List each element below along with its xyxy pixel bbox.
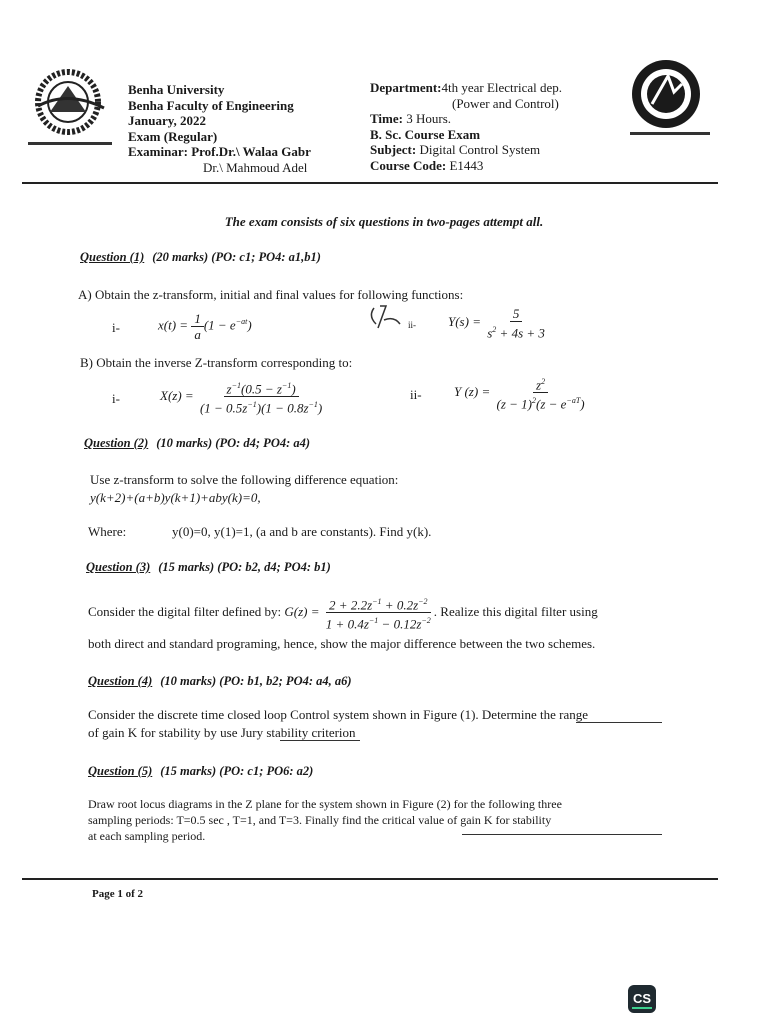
- exam-type: Exam (Regular): [128, 128, 218, 144]
- examiner-2: Dr.\ Mahmoud Adel: [203, 159, 308, 175]
- subject-value: Digital Control System: [419, 142, 541, 157]
- department-value: 4th year Electrical dep.: [441, 80, 563, 95]
- question-4-meta: (10 marks) (PO: b1, b2; PO4: a4, a6): [160, 674, 352, 688]
- department-label: Department:: [370, 80, 442, 95]
- question-5-text-3: at each sampling period.: [88, 829, 206, 843]
- question-3-text-after: . Realize this digital filter using: [433, 603, 598, 619]
- handwritten-mark: [366, 302, 406, 336]
- question-1-part-b: B) Obtain the inverse Z-transform corresponding to:: [80, 355, 353, 370]
- question-1-part-a: A) Obtain the z-transform, initial and final values for following functions:: [78, 287, 464, 302]
- course-code-value: E1443: [449, 157, 484, 173]
- question-1-eq-xz: X(z) = $\frac{z^{-1}(0.5 - z^{-1})}{(1 - 0.5z^{-1})(1 - 0.8z^{-1})}$: [160, 378, 325, 416]
- question-5-heading: [88, 764, 313, 779]
- question-5-title: Question (5): [88, 764, 153, 778]
- question-1-eq-yz: Y (z) = $\frac{z^2}{(z - 1)^2(z - e^{-aT})}$: [454, 374, 588, 412]
- handwritten-underline-range: [576, 722, 662, 723]
- university-logo: [624, 56, 714, 140]
- question-2-title: Question (2): [84, 436, 149, 450]
- department-value-2: (Power and Control): [452, 95, 559, 111]
- question-1-part-a-i: i-: [112, 320, 120, 335]
- question-2-equation: y(k+2)+(a+b)y(k+1)+aby(k)=0,: [90, 490, 261, 505]
- question-3-eq-gz: G(z) = $\frac{2 + 2.2z^{-1} + 0.2z^{-2}}{1 + 0.4z^{-1} - 0.12z^{-2}}$: [284, 604, 433, 619]
- header-left: [128, 82, 311, 175]
- question-4-text-1: Consider the discrete time closed loop Control system shown in Figure (1). Determine the range: [88, 707, 589, 722]
- question-5-text-1: Draw root locus diagrams in the Z plane for the system shown in Figure (2) for the following three: [88, 797, 562, 811]
- question-1-part-a-ii: ii-: [408, 320, 416, 330]
- question-4-heading: [88, 674, 352, 689]
- question-1-eq-y: Y(s) = $\frac{5}{s^2 + 4s + 3}$: [448, 306, 545, 341]
- page-number: Page 1 of 2: [92, 888, 144, 900]
- question-2-meta: (10 marks) (PO: d4; PO4: a4): [156, 436, 311, 450]
- question-5-text-2: sampling periods: T=0.5 sec , T=1, and T=3. Finally find the critical value of gain K for stability: [88, 813, 552, 827]
- faculty-logo: [24, 62, 116, 152]
- time-label: Time:: [370, 111, 403, 126]
- footer-divider: [22, 878, 718, 880]
- question-2-where: Where:: [88, 524, 127, 539]
- question-2-heading: [84, 436, 310, 451]
- header-divider: [22, 182, 718, 184]
- camscanner-badge: CS: [628, 985, 656, 1013]
- examiner: Examinar: Prof.Dr.\ Walaa Gabr: [128, 144, 311, 159]
- question-1-part-b-i: i-: [112, 391, 120, 406]
- question-1-meta: (20 marks) (PO: c1; PO4: a1,b1): [152, 250, 321, 264]
- question-4-text-2: of gain K for stability by use Jury stability criterion: [88, 725, 356, 740]
- header-right: [370, 80, 562, 173]
- question-2-conditions: y(0)=0, y(1)=1, (a and b are constants). Find y(k).: [172, 524, 432, 539]
- question-1-title: Question (1): [80, 250, 145, 264]
- handwritten-underline-figure: [462, 834, 662, 835]
- question-1-part-b-ii: ii-: [410, 387, 422, 402]
- course-code-label: Course Code:: [370, 157, 447, 173]
- question-3-meta: (15 marks) (PO: b2, d4; PO4: b1): [158, 560, 331, 574]
- question-1-heading: [80, 250, 321, 265]
- question-3-text-before: Consider the digital filter defined by:: [88, 603, 282, 619]
- course-type: B. Sc. Course Exam: [370, 126, 481, 142]
- university-name: Benha University: [128, 82, 225, 97]
- faculty-name: Benha Faculty of Engineering: [128, 97, 294, 113]
- question-3-title: Question (3): [86, 560, 151, 574]
- question-5-meta: (15 marks) (PO: c1; PO6: a2): [160, 764, 314, 778]
- exam-intro: The exam consists of six questions in two-pages attempt all.: [224, 214, 544, 229]
- question-1-eq-x: x(t) = $\frac{1}{a}$ $(1 - e^{-at})$: [158, 311, 252, 342]
- time-value: 3 Hours.: [406, 111, 452, 126]
- subject-label: Subject:: [370, 142, 417, 157]
- exam-date: January, 2022: [128, 113, 207, 128]
- question-3-heading: [86, 560, 331, 575]
- question-3-text: [88, 594, 598, 632]
- question-2-text: Use z-transform to solve the following difference equation:: [90, 472, 399, 487]
- question-4-title: Question (4): [88, 674, 153, 688]
- question-3-text-2: both direct and standard programing, hence, show the major difference between the two schemes.: [88, 636, 596, 651]
- handwritten-underline-jury: [280, 740, 360, 741]
